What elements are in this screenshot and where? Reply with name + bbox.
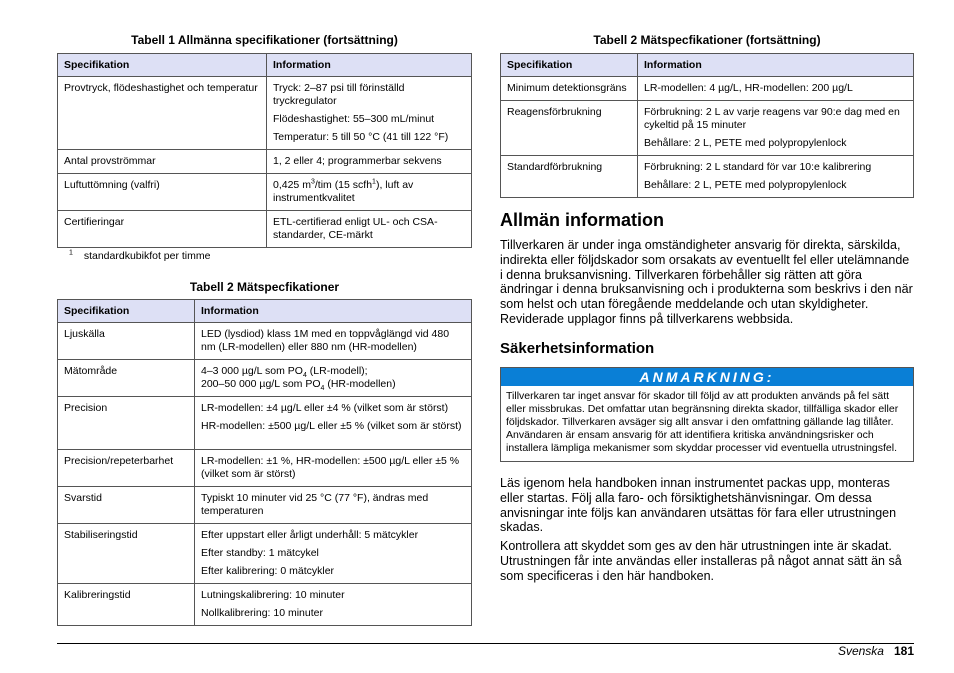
spec-cell: Antal provströmmar bbox=[64, 155, 156, 167]
info-line: LR-modellen: ±1 %, HR-modellen: ±500 µg/L eller ±5 % (vilket som är störst) bbox=[201, 455, 460, 480]
footnote-number: 1 bbox=[69, 249, 73, 257]
info-line: 1, 2 eller 4; programmerbar sekvens bbox=[273, 155, 442, 167]
table-header-row bbox=[501, 54, 914, 77]
table-row bbox=[58, 360, 472, 397]
info-line: Efter uppstart eller årligt underhåll: 5 mätcykler bbox=[201, 529, 419, 541]
table-row bbox=[58, 211, 472, 248]
general-info-heading: Allmän information bbox=[500, 210, 665, 230]
table-header-row bbox=[58, 54, 472, 77]
table-row bbox=[58, 397, 472, 450]
footer-rule bbox=[57, 643, 914, 644]
info-line: Flödeshastighet: 55–300 mL/minut bbox=[273, 113, 435, 125]
info-line: Efter kalibrering: 0 mätcykler bbox=[201, 565, 335, 577]
spec-cell: Precision/repeterbarhet bbox=[64, 455, 174, 467]
spec-cell: Provtryck, flödeshastighet och temperatur bbox=[64, 82, 258, 94]
table-row bbox=[501, 156, 914, 198]
table2-continued-caption: Tabell 2 Mätspecfikationer (fortsättning) bbox=[593, 33, 821, 47]
table2-measurement-specs bbox=[57, 299, 472, 626]
spec-cell: Kalibreringstid bbox=[64, 589, 131, 601]
column-header: Information bbox=[267, 54, 472, 77]
info-line: Behållare: 2 L, PETE med polypropylenlock bbox=[644, 179, 847, 191]
info-line: Temperatur: 5 till 50 °C (41 till 122 °F) bbox=[273, 131, 449, 143]
table-row bbox=[501, 77, 914, 101]
safety-info-heading: Säkerhetsinformation bbox=[500, 340, 655, 357]
column-header: Specifikation bbox=[501, 54, 638, 77]
table-row bbox=[58, 77, 472, 150]
table-row bbox=[58, 150, 472, 174]
table-row bbox=[58, 487, 472, 524]
general-info-text: Tillverkaren är under inga omständigheter ansvarig för direkta, särskilda, indirekta eller följdskador som orsakats av eventuellt fel eller utelämnande i denna bruksanvisning. Tillverkaren förbehåller sig rätten att göra ändringar i denna bruksanvisning och i produkterna som beskrivs i den när som helst och utan föregående meddelande och utan skyldigheter. Reviderade upplagor finns på tillverkarens webbsida. bbox=[500, 238, 913, 326]
info-line: 4–3 000 µg/L som $PO_4$ (LR-modell); 200–50 000 µg/L som $PO_4$ (HR-modellen) bbox=[201, 365, 396, 393]
spec-cell: Precision bbox=[64, 402, 108, 414]
table1-caption: Tabell 1 Allmänna specifikationer (fortsättning) bbox=[131, 33, 398, 47]
table-row bbox=[501, 101, 914, 156]
info-line: 0,425 $m^3$/tim (15 scfh$^1$), luft av instrumentkvalitet bbox=[273, 178, 414, 204]
table-row bbox=[58, 450, 472, 487]
footnote-text: standardkubikfot per timme bbox=[83, 250, 211, 262]
column-header: Specifikation bbox=[58, 54, 267, 77]
notice-box bbox=[500, 367, 914, 462]
spec-cell: Reagensförbrukning bbox=[507, 106, 602, 118]
table-header-row bbox=[58, 300, 472, 323]
page-footer bbox=[838, 644, 914, 658]
table1-footnote bbox=[69, 250, 210, 262]
notice-label: ANMARKNING: bbox=[501, 368, 913, 386]
spec-cell: Ljuskälla bbox=[64, 328, 105, 340]
info-line: Nollkalibrering: 10 minuter bbox=[201, 607, 323, 619]
table-row bbox=[58, 524, 472, 584]
notice-text: Tillverkaren tar inget ansvar för skador till följd av att produkten används på fel sätt eller missbrukas. Det omfattar utan begränsning direkta skador, tillfälliga skador eller följdskador. Tillverkaren avsäger sig allt ansvar i den omfattning gällande lag tillåter. Användaren är ensam ansvarig för att identifiera kritiska användningsrisker och installera lämpliga mekanismer som skyddar processer vid eventuella utrustningsfel. bbox=[506, 390, 899, 454]
info-line: LR-modellen: ±4 µg/L eller ±4 % (vilket som är störst) bbox=[201, 402, 449, 414]
table1-general-specs bbox=[57, 53, 472, 248]
column-header: Information bbox=[195, 300, 472, 323]
info-line: LR-modellen: 4 µg/L, HR-modellen: 200 µg/L bbox=[644, 82, 853, 94]
table-row bbox=[58, 174, 472, 211]
info-line: Efter standby: 1 mätcykel bbox=[201, 547, 319, 559]
info-line: LED (lysdiod) klass 1M med en toppvåglängd vid 480 nm (LR-modellen) eller 880 nm (HR-modellen) bbox=[201, 328, 450, 353]
table2-caption: Tabell 2 Mätspecfikationer bbox=[189, 280, 340, 294]
spec-cell: Certifieringar bbox=[64, 216, 125, 228]
info-line: Lutningskalibrering: 10 minuter bbox=[201, 589, 345, 601]
table-row bbox=[58, 323, 472, 360]
spec-cell: Standardförbrukning bbox=[507, 161, 603, 173]
column-header: Information bbox=[638, 54, 914, 77]
info-line: Typiskt 10 minuter vid 25 °C (77 °F), ändras med temperaturen bbox=[201, 492, 429, 517]
info-line: Tryck: 2–87 psi till förinställd tryckregulator bbox=[273, 82, 405, 107]
spec-cell: Mätområde bbox=[64, 365, 118, 377]
info-line: Förbrukning: 2 L standard för var 10:e kalibrering bbox=[644, 161, 872, 173]
spec-cell: Svarstid bbox=[64, 492, 102, 504]
column-header: Specifikation bbox=[58, 300, 195, 323]
info-line: ETL-certifierad enligt UL- och CSA-standarder, CE-märkt bbox=[273, 216, 438, 241]
safety-paragraph-2: Kontrollera att skyddet som ges av den här utrustningen inte är skadat. Utrustningen får inte användas eller installeras på något annat sätt än så som specificeras i den här handboken. bbox=[500, 539, 902, 583]
info-line: Behållare: 2 L, PETE med polypropylenlock bbox=[644, 137, 847, 149]
info-line: Förbrukning: 2 L av varje reagens var 90:e dag med en cykeltid på 15 minuter bbox=[644, 106, 900, 131]
spec-cell: Stabiliseringstid bbox=[64, 529, 138, 541]
spec-cell: Luftuttömning (valfri) bbox=[64, 179, 160, 191]
footer-language: Svenska bbox=[837, 644, 884, 658]
info-line: HR-modellen: ±500 µg/L eller ±5 % (vilket som är störst) bbox=[201, 420, 462, 432]
page-number: 181 bbox=[893, 644, 914, 658]
table2-continued bbox=[500, 53, 914, 198]
table-row bbox=[58, 584, 472, 626]
safety-paragraph-1: Läs igenom hela handboken innan instrumentet packas upp, monteras eller startas. Följ alla faro- och försiktighetshänvisningar. Om dessa anvisningar inte följs kan användaren utsättas för fara eller utrustningen skadas. bbox=[500, 476, 897, 535]
spec-cell: Minimum detektionsgräns bbox=[507, 82, 627, 94]
